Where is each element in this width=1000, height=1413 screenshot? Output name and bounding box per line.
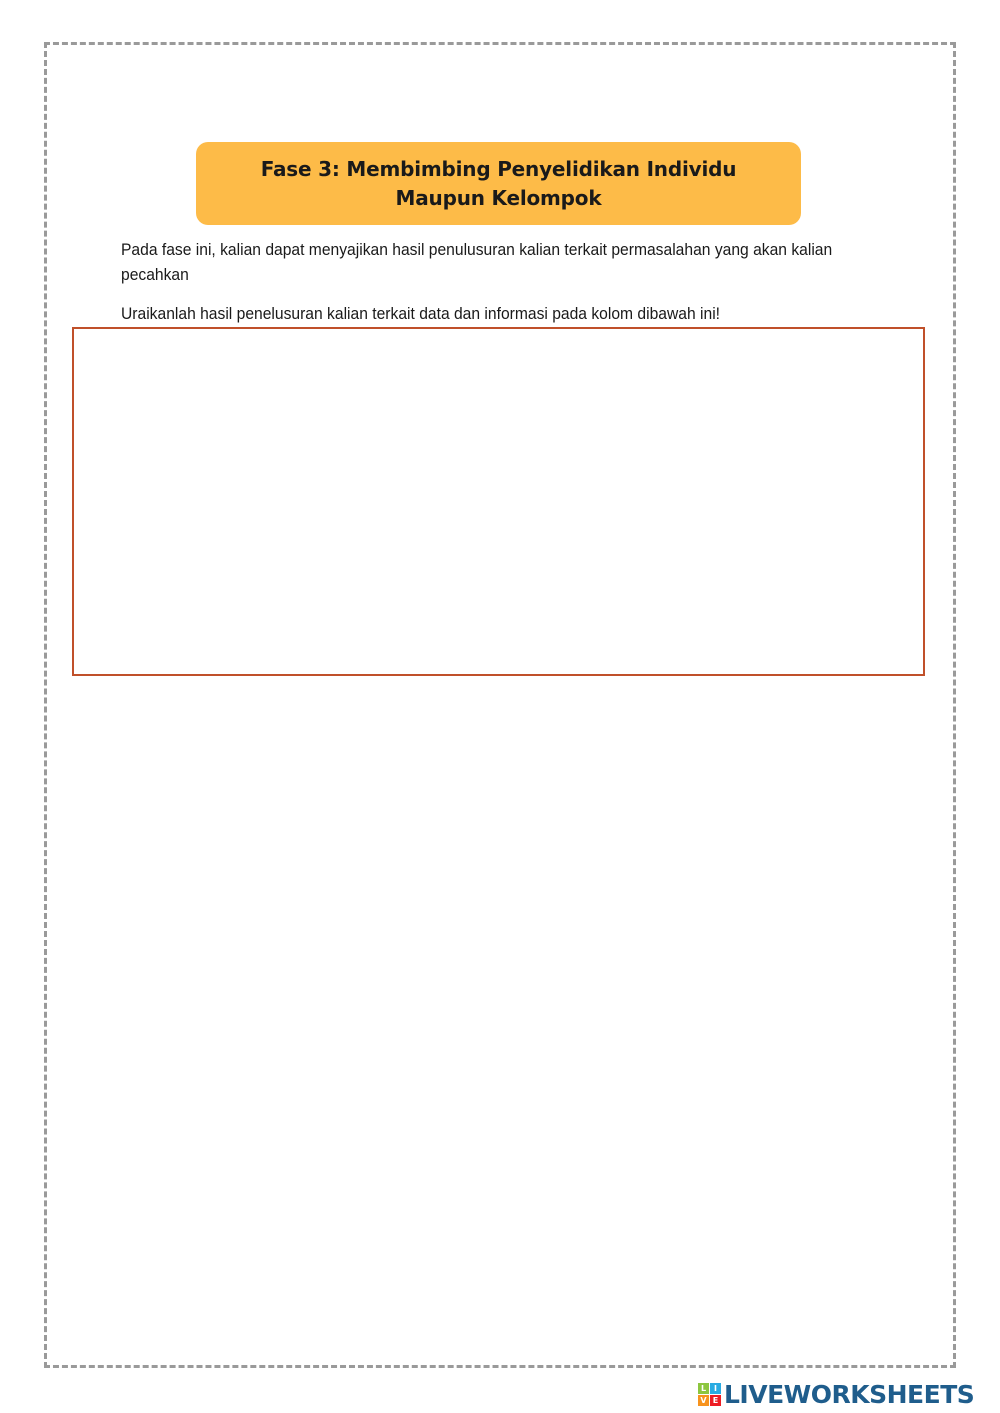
intro-paragraph: Pada fase ini, kalian dapat menyajikan hasil penulusuran kalian terkait permasalahan yang akan kalian pecahkan (121, 240, 833, 284)
phase-title-banner (196, 142, 801, 225)
logo-cell-v: V (698, 1395, 709, 1406)
liveworksheets-logo-mark-icon (698, 1383, 721, 1406)
liveworksheets-logo[interactable] (698, 1379, 974, 1409)
phase-title-line-2: Maupun Kelompok (395, 185, 602, 210)
logo-cell-i: I (710, 1383, 721, 1394)
answer-textarea[interactable] (74, 329, 923, 674)
liveworksheets-brand-text: LIVEWORKSHEETS (724, 1379, 975, 1409)
instruction-paragraph: Uraikanlah hasil penelusuran kalian terkait data dan informasi pada kolom dibawah ini! (121, 304, 721, 323)
answer-box (72, 327, 925, 676)
logo-cell-l: L (698, 1383, 709, 1394)
logo-cell-e: E (710, 1395, 721, 1406)
phase-title-line-1: Fase 3: Membimbing Penyelidikan Individu (260, 156, 737, 181)
